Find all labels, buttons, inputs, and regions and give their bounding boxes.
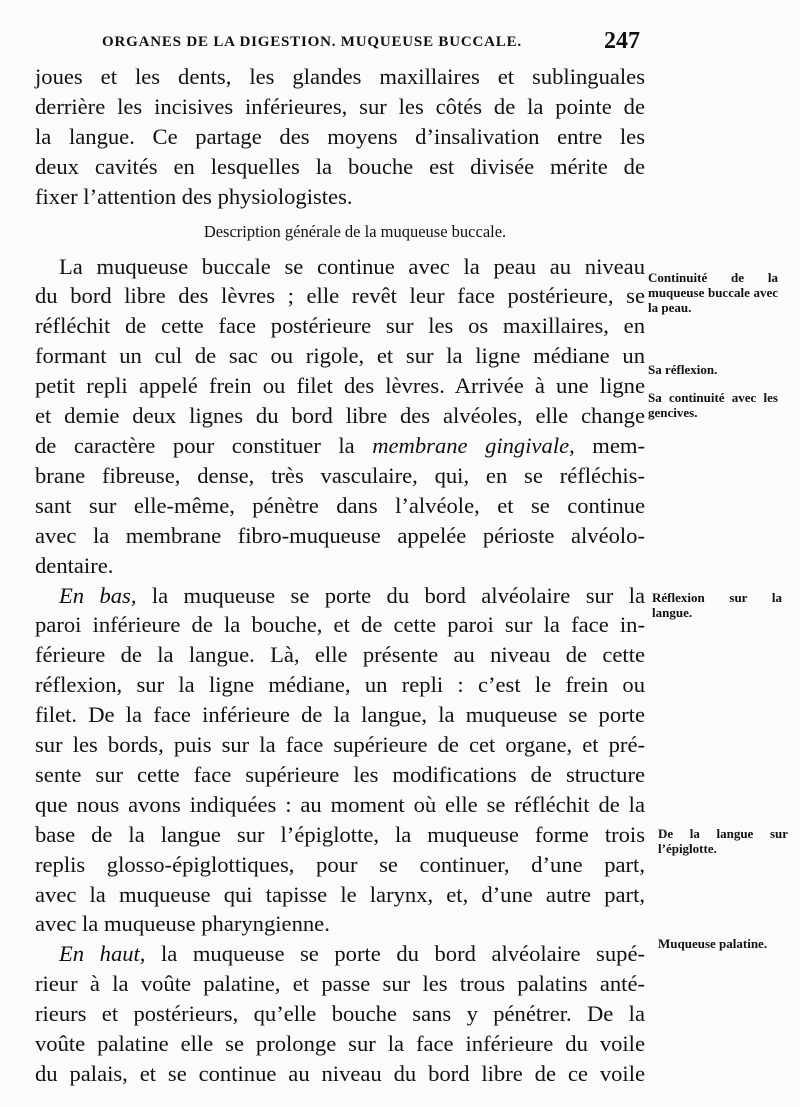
text-line: sant sur elle-même, pénètre dans l’alvéole, et se continue (35, 492, 645, 518)
margin-note-continuite-gencives: Sa continuité avec les gencives. (648, 390, 778, 420)
margin-note-reflexion: Sa réflexion. (648, 362, 718, 377)
text-line: que nous avons indiquées : au moment où elle se réfléchit de la (35, 791, 645, 817)
page-number: 247 (604, 28, 640, 54)
text-line: joues et les dents, les glandes maxillaires et sublinguales (35, 64, 645, 89)
text-line (35, 939, 645, 969)
text-line: derrière les incisives inférieures, sur les côtés de la pointe de (35, 93, 645, 119)
paragraph-1 (35, 62, 645, 212)
text-line (35, 431, 645, 461)
text-line: fixer l’attention des physiologistes. (35, 183, 353, 209)
text-line: férieure de la langue. Là, elle présente au niveau de cette (35, 642, 645, 668)
text-line: brane fibreuse, dense, très vasculaire, qui, en se réfléchis- (35, 462, 645, 488)
text-line: sur les bords, puis sur la face supérieure de cet organe, et pré- (35, 732, 645, 758)
text-line: rieurs et postérieurs, qu’elle bouche sans y pénétrer. De la (35, 1001, 645, 1027)
text-line: filet. De la face inférieure de la langue, la muqueuse se porte (35, 702, 645, 728)
text-line (35, 581, 645, 611)
paragraph-3 (35, 581, 645, 940)
emphasis-term: En bas, (59, 582, 137, 608)
text-line: et demie deux lignes du bord libre des alvéoles, elle change (35, 403, 645, 429)
text-run: la muqueuse se porte du bord alvéolaire supé- (145, 941, 645, 967)
header-title: ORGANES DE LA DIGESTION. MUQUEUSE BUCCALE. (102, 34, 522, 50)
margin-note-langue-epiglotte: De la langue sur l’épiglotte. (658, 826, 788, 856)
paragraph-4 (35, 939, 645, 1089)
text-line: sente sur cette face supérieure les modifications de structure (35, 761, 645, 787)
text-line: base de la langue sur l’épiglotte, la muqueuse forme trois (35, 821, 645, 847)
main-text (35, 62, 645, 1089)
text-line: réflexion, sur la ligne médiane, un repli : c’est le frein ou (35, 672, 645, 698)
section-heading: Description générale de la muqueuse buccale. (203, 221, 507, 241)
emphasis-term: membrane gingivale (372, 432, 570, 458)
text-line: replis glosso-épiglottiques, pour se continuer, d’une part, (35, 851, 645, 877)
text-line: rieur à la voûte palatine, et passe sur les trous palatins anté- (35, 971, 645, 997)
text-line: avec la muqueuse qui tapisse le larynx, et, d’une autre part, (35, 881, 645, 907)
text-run: , mem- (569, 432, 646, 458)
text-line: du palais, et se continue au niveau du bord libre de ce voile (35, 1061, 645, 1086)
text-line: avec la muqueuse pharyngienne. (35, 911, 330, 937)
text-line: dentaire. (35, 552, 114, 578)
text-run: la muqueuse se porte du bord alvéolaire sur la (136, 582, 645, 608)
text-line: paroi inférieure de la bouche, et de cette paroi sur la face in- (35, 612, 645, 638)
text-line: deux cavités en lesquelles la bouche est divisée mérite de (35, 153, 645, 179)
text-line: réfléchit de cette face postérieure sur les os maxillaires, en (35, 313, 645, 339)
text-line: petit repli appelé frein ou filet des lèvres. Arrivée à une ligne (35, 373, 645, 399)
text-line: formant un cul de sac ou rigole, et sur la ligne médiane un (35, 343, 645, 369)
paragraph-2 (35, 252, 645, 581)
margin-note-reflexion-langue: Réflexion sur la langue. (652, 590, 782, 620)
margin-note-continuite-peau: Continuité de la muqueuse buccale avec la peau. (648, 270, 778, 315)
text-line: avec la membrane fibro-muqueuse appelée périoste alvéolo- (35, 522, 645, 548)
margin-note-muqueuse-palatine: Muqueuse palatine. (658, 936, 768, 951)
text-line: la langue. Ce partage des moyens d’insalivation entre les (35, 123, 645, 149)
emphasis-term: En haut, (59, 941, 146, 967)
text-line: voûte palatine elle se prolonge sur la face inférieure du voile (35, 1031, 645, 1057)
text-line: du bord libre des lèvres ; elle revêt leur face postérieure, se (35, 283, 645, 309)
running-header (102, 30, 640, 58)
text-line: La muqueuse buccale se continue avec la peau au niveau (59, 253, 645, 279)
text-run: de caractère pour constituer la (35, 432, 355, 458)
